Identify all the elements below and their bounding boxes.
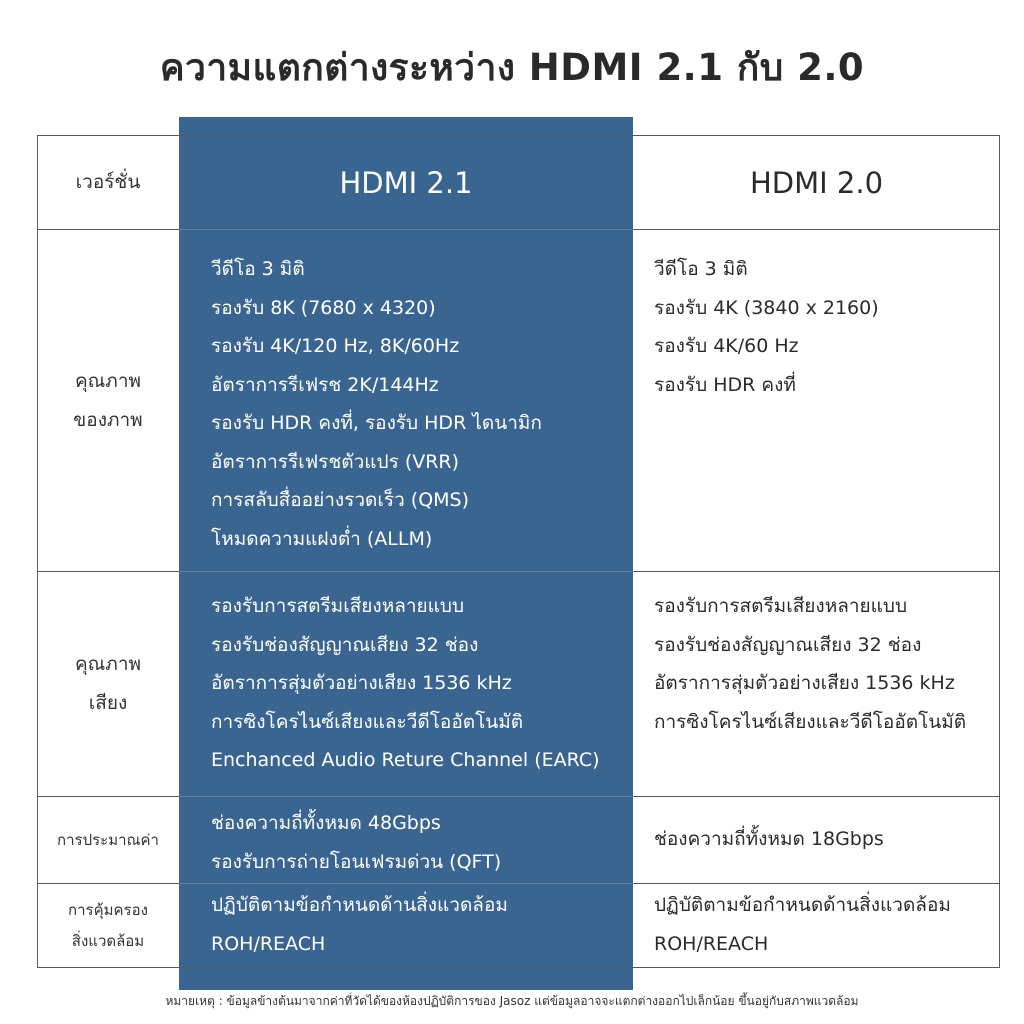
feature-item: รองรับช่องสัญญาณเสียง 32 ช่อง <box>211 633 479 656</box>
row-label-line: คุณภาพ <box>74 369 142 392</box>
feature-item: รองรับ HDR คงที่, รองรับ HDR ไดนามิก <box>211 412 542 434</box>
sound-quality-label <box>37 572 179 796</box>
header-row-label <box>37 135 179 230</box>
feature-item: วีดีโอ 3 มิติ <box>211 258 305 280</box>
feature-item: รองรับ 4K (3840 x 2160) <box>654 296 879 319</box>
hdmi20-header: HDMI 2.0 <box>749 165 884 200</box>
sound-quality-hdmi20 <box>654 587 966 741</box>
feature-item: การสลับสื่ออย่างรวดเร็ว (QMS) <box>211 489 470 511</box>
version-label: เวอร์ชั่น <box>75 171 141 193</box>
row-label-line: สิ่งแวดล้อม <box>71 932 145 950</box>
feature-item: อัตราการรีเฟรช 2K/144Hz <box>211 373 439 396</box>
bandwidth-hdmi21 <box>211 804 501 881</box>
feature-item: ROH/REACH <box>654 932 769 955</box>
bandwidth-hdmi20 <box>654 820 884 859</box>
picture-quality-hdmi21 <box>211 250 542 558</box>
environment-hdmi21 <box>211 886 508 963</box>
feature-item: การซิงโครไนซ์เสียงและวีดีโออัตโนมัติ <box>211 710 524 733</box>
page-title: ความแตกต่างระหว่าง HDMI 2.1 กับ 2.0 <box>159 46 865 89</box>
feature-item: การซิงโครไนซ์เสียงและวีดีโออัตโนมัติ <box>654 710 967 733</box>
feature-item: Enchanced Audio Reture Channel (EARC) <box>211 749 600 771</box>
footnote: หมายเหตุ : ข้อมูลข้างต้นมาจากค่าที่วัดได้ของห้องปฏิบัติการของ Jasoz แต่ข้อมูลอาจจะแตกต่างออกไปเล็กน้อย ขึ้นอยู่กับสภาพแวดล้อม <box>165 994 859 1008</box>
feature-item: รองรับ 8K (7680 x 4320) <box>211 296 436 319</box>
row-label-line: เสียง <box>88 692 128 714</box>
feature-item: รองรับ 4K/120 Hz, 8K/60Hz <box>211 335 460 357</box>
feature-item: โหมดความแฝงต่ำ (ALLM) <box>211 527 433 550</box>
sound-quality-hdmi21 <box>211 587 600 780</box>
hdmi21-header: HDMI 2.1 <box>339 165 473 200</box>
feature-item: รองรับช่องสัญญาณเสียง 32 ช่อง <box>654 633 922 656</box>
feature-item: อัตราการสุ่มตัวอย่างเสียง 1536 kHz <box>654 672 955 694</box>
feature-item: รองรับการถ่ายโอนเฟรมด่วน (QFT) <box>211 850 502 873</box>
feature-item: รองรับ 4K/60 Hz <box>654 335 799 357</box>
feature-item: ช่องความถี่ทั้งหมด 48Gbps <box>211 812 441 834</box>
feature-item: รองรับ HDR คงที่ <box>654 373 796 396</box>
row-divider-highlight <box>179 883 633 884</box>
feature-item: รองรับการสตรีมเสียงหลายแบบ <box>654 595 908 617</box>
column-divider <box>179 135 180 968</box>
bandwidth-label <box>37 797 179 883</box>
feature-item: รองรับการสตรีมเสียงหลายแบบ <box>211 595 465 617</box>
feature-item: ช่องความถี่ทั้งหมด 18Gbps <box>654 828 884 850</box>
picture-quality-label <box>37 230 179 571</box>
row-label-line: การประมาณค่า <box>57 830 159 849</box>
row-label-line: คุณภาพ <box>74 653 142 675</box>
row-divider-highlight <box>179 571 633 572</box>
feature-item: ปฏิบัติตามข้อกำหนดด้านสิ่งแวดล้อม <box>211 894 508 916</box>
feature-item: อัตราการสุ่มตัวอย่างเสียง 1536 kHz <box>211 672 512 694</box>
feature-item: ROH/REACH <box>211 932 326 955</box>
row-label-line: ของภาพ <box>73 408 143 431</box>
row-label-line: การคุ้มครอง <box>68 901 148 919</box>
feature-item: อัตราการรีเฟรชตัวแปร (VRR) <box>211 450 460 473</box>
environment-label <box>37 884 179 968</box>
feature-item: วีดีโอ 3 มิติ <box>654 258 748 280</box>
environment-hdmi20 <box>654 886 951 963</box>
picture-quality-hdmi20 <box>654 250 879 404</box>
feature-item: ปฏิบัติตามข้อกำหนดด้านสิ่งแวดล้อม <box>654 894 951 916</box>
row-divider-highlight <box>179 796 633 797</box>
